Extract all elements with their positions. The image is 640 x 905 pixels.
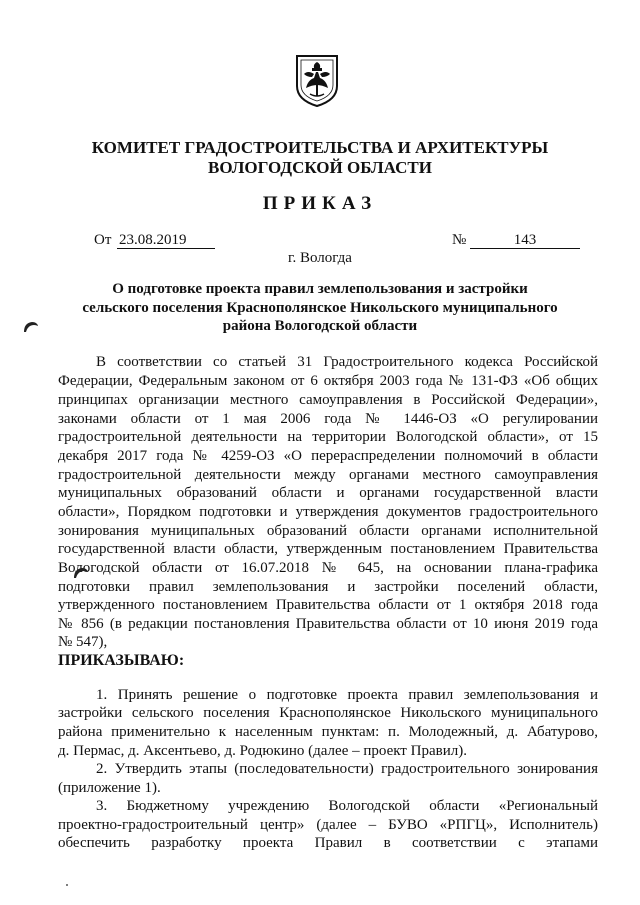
preamble-line: области», Порядком подготовки и утверждения документов градостроительного	[58, 504, 598, 520]
scan-speck	[66, 884, 68, 886]
doc-type-title: ПРИКАЗ	[262, 193, 378, 214]
preamble-line: муниципальных образований области и органами государственной власти	[58, 485, 598, 501]
org-name-line1: КОМИТЕТ ГРАДОСТРОИТЕЛЬСТВА И АРХИТЕКТУРЫ	[91, 138, 549, 157]
preamble-line: государственной власти области, утвержденным постановлением Правительства	[58, 541, 598, 557]
preamble-line: законами области от 1 мая 2006 года № 1446-ОЗ «О регулировании	[58, 411, 598, 427]
item-line: обеспечить разработку проекта Правил в соответствии с этапами	[58, 835, 598, 851]
preamble-line: градостроительной деятельности между органами местного самоуправления	[58, 467, 598, 483]
number-prefix: №	[452, 232, 467, 248]
date-field: 23.08.2019	[117, 232, 215, 249]
city: г. Вологда	[288, 250, 352, 266]
item-line: д. Пермас, д. Аксентьево, д. Родюкино (далее – проект Правил).	[58, 743, 467, 759]
decree-word: ПРИКАЗЫВАЮ:	[58, 652, 185, 669]
item-line: застройки сельского поселения Краснополянское Никольского муниципального	[58, 705, 598, 721]
preamble-line: Вологодской области от 16.07.2018 № 645, на основании плана-графика	[58, 560, 598, 576]
preamble-line: утвержденного постановлением Правительства области от 1 октября 2018 года	[58, 597, 598, 613]
preamble-line: градостроительной деятельности на территории Вологодской области», от 15	[58, 429, 598, 445]
number-field: 143	[470, 232, 580, 249]
preamble-line: № 856 (в редакции постановления Правительства области от 10 июня 2019 года	[58, 616, 598, 632]
punch-hole-mark-icon	[72, 566, 90, 580]
vologda-coat-of-arms-icon	[294, 52, 340, 108]
subject-line: сельского поселения Краснополянское Никольского муниципального	[82, 300, 558, 316]
item-line: проектно-градостроительный центр» (далее – БУВО «РПГЦ», Исполнитель)	[58, 817, 598, 833]
preamble-line: принципах организации местного самоуправления в Российской Федерации»,	[58, 392, 598, 408]
item-line: 1. Принять решение о подготовке проекта правил землепользования и	[96, 687, 598, 703]
preamble-line: зонирования муниципальных образований области органами исполнительной	[58, 523, 598, 539]
item-line: района применительно к населенным пунктам: п. Молодежный, д. Абатурово,	[58, 724, 598, 740]
preamble-line: В соответствии со статьей 31 Градостроительного кодекса Российской	[96, 354, 598, 370]
preamble-line: подготовки правил землепользования и застройки поселений области,	[58, 579, 598, 595]
org-name-line2: ВОЛОГОДСКОЙ ОБЛАСТИ	[208, 158, 432, 177]
preamble-line: Федерации, Федеральным законом от 6 октября 2003 года № 131-ФЗ «Об общих	[58, 373, 598, 389]
preamble-line: № 547),	[58, 634, 108, 650]
preamble-line: декабря 2017 года № 4259-ОЗ «О перераспределении полномочий в области	[58, 448, 598, 464]
date-prefix: От	[94, 232, 112, 248]
subject-line: О подготовке проекта правил землепользования и застройки	[112, 281, 528, 297]
subject-line: района Вологодской области	[222, 318, 418, 334]
item-line: 2. Утвердить этапы (последовательности) градостроительного зонирования	[96, 761, 598, 777]
item-line: 3. Бюджетному учреждению Вологодской области «Региональный	[96, 798, 598, 814]
item-line: (приложение 1).	[58, 780, 161, 796]
punch-hole-mark-icon	[22, 320, 40, 334]
